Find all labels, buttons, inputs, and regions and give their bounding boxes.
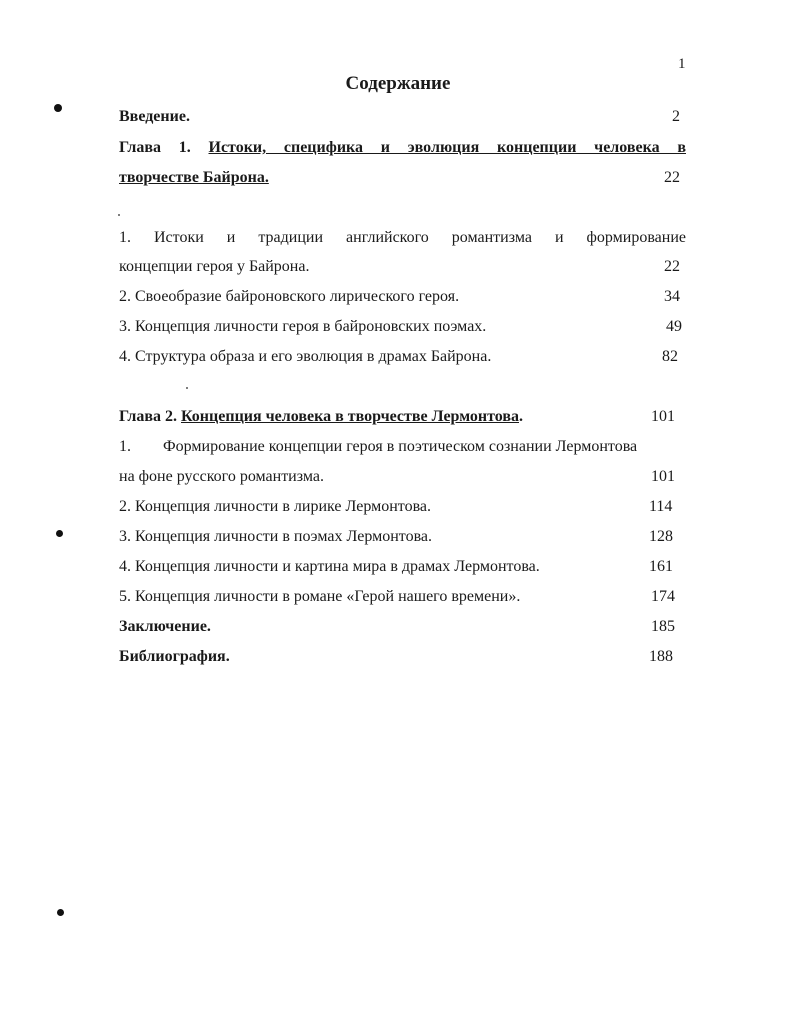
toc-chapter1-title-cont: творчестве Байрона.	[119, 169, 269, 186]
toc-bibliography-page: 188	[649, 648, 673, 665]
page-title: Содержание	[345, 73, 451, 94]
toc-ch2-section5-page: 174	[651, 588, 675, 605]
toc-intro	[119, 106, 686, 128]
toc-chapter1-title: Истоки, специфика и эволюция концепции человека в	[208, 139, 686, 156]
toc-ch1-section2: 2. Своеобразие байроновского лирического героя.	[119, 288, 460, 305]
toc-ch2-section1-page: 101	[651, 468, 675, 485]
scan-speck	[118, 214, 120, 216]
toc-chapter2-title: Концепция человека в творчестве Лермонтова	[181, 408, 519, 425]
toc-chapter2	[119, 406, 686, 428]
toc-ch1-section1-page: 22	[664, 258, 680, 275]
toc-ch2-section1-num: 1.	[119, 438, 131, 455]
toc-chapter1-prefix: Глава 1.	[119, 139, 191, 156]
toc-ch2-section3-page: 128	[649, 528, 673, 545]
toc-ch2-section1-text: Формирование концепции героя в поэтическом сознании Лермонтова	[163, 438, 638, 455]
scan-speck	[186, 387, 188, 389]
toc-ch2-section3: 3. Концепция личности в поэмах Лермонтова.	[119, 528, 433, 545]
toc-ch2-section1-line2: на фоне русского романтизма.	[119, 468, 324, 485]
page-number: 1	[678, 56, 686, 72]
toc-chapter1-page: 22	[664, 169, 680, 186]
toc-ch2-section1-line1	[119, 436, 686, 458]
binder-hole-mark	[57, 909, 64, 916]
toc-conclusion: Заключение.	[119, 618, 211, 635]
toc-ch1-section1-line2: концепции героя у Байрона.	[119, 258, 310, 275]
toc-intro-label: Введение.	[119, 108, 190, 125]
toc-ch1-section3-page: 49	[666, 318, 682, 335]
binder-hole-mark	[54, 104, 62, 112]
toc-chapter1-line2	[119, 167, 686, 189]
toc-chapter2-page: 101	[651, 408, 675, 425]
toc-intro-page: 2	[672, 108, 680, 125]
toc-ch2-section2-page: 114	[649, 498, 673, 515]
toc-ch1-section3: 3. Концепция личности героя в байроновских поэмах.	[119, 318, 487, 335]
toc-ch2-section5: 5. Концепция личности в романе «Герой нашего времени».	[119, 588, 521, 605]
toc-ch1-section1-line1: 1. Истоки и традиции английского романтизма и формирование	[119, 229, 686, 246]
toc-ch2-section4-page: 161	[649, 558, 673, 575]
toc-conclusion-page: 185	[651, 618, 675, 635]
toc-ch1-section4: 4. Структура образа и его эволюция в драмах Байрона.	[119, 348, 492, 365]
toc-chapter2-suffix: .	[519, 408, 523, 425]
toc-ch2-section2: 2. Концепция личности в лирике Лермонтова.	[119, 498, 432, 515]
toc-bibliography: Библиография.	[119, 648, 230, 665]
toc-ch1-section2-page: 34	[664, 288, 680, 305]
toc-chapter2-prefix: Глава 2.	[119, 408, 177, 425]
toc-chapter1-line1	[119, 137, 686, 159]
toc-ch1-section4-page: 82	[662, 348, 678, 365]
binder-hole-mark	[56, 530, 63, 537]
toc-ch2-section4: 4. Концепция личности и картина мира в драмах Лермонтова.	[119, 558, 540, 575]
